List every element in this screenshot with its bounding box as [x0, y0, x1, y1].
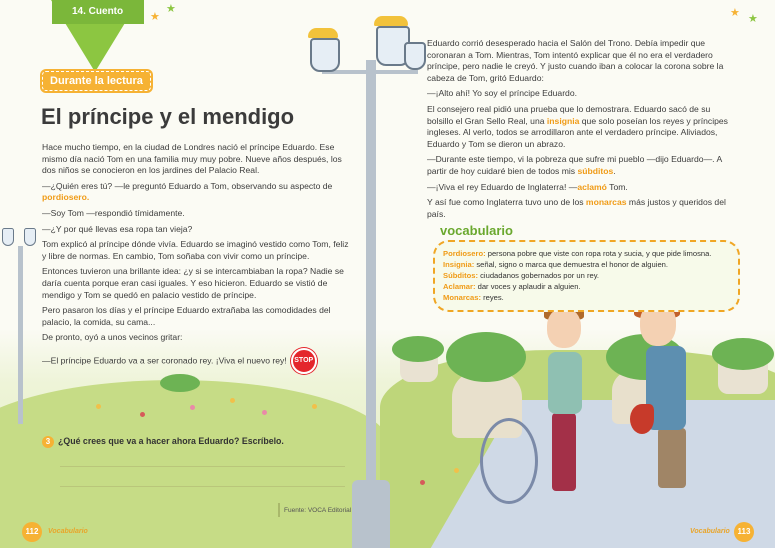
section-label: Durante la lectura	[42, 71, 151, 91]
star-icon: ★	[730, 7, 740, 19]
lamp-cap-2	[374, 16, 408, 26]
lamp-arm	[322, 70, 418, 74]
vocab-item: Monarcas: reyes.	[443, 293, 504, 302]
hedge-2	[392, 336, 444, 362]
boy-head	[547, 308, 581, 348]
highlighted-word: pordiosero.	[42, 192, 90, 203]
paragraph: Tom explicó al príncipe dónde vivía. Eduardo se imaginó vestido como Tom, feliz y libre de normas. En cambio, Tom soñaba con vivir como un príncipe.	[42, 239, 349, 261]
flower	[230, 398, 235, 403]
vocab-box	[433, 240, 740, 312]
lamp-post-large	[366, 60, 376, 500]
star-icon: ★	[166, 3, 176, 15]
answer-line[interactable]	[60, 486, 345, 487]
page-title: El príncipe y el mendigo	[41, 104, 295, 129]
paragraph: —Soy Tom —respondió tímidamente.	[42, 207, 185, 218]
answer-line[interactable]	[60, 466, 345, 467]
paragraph: El consejero real pidió una prueba que lo demostrara. Eduardo sacó de su bolsillo el Gran Sello Real, una insignia que solo poseían los reyes y príncipes ingleses. Al verlo, todos se arrodillaron ante el verdadero príncipe. Aliviados, Eduardo y Tom se dieron un abrazo.	[427, 103, 728, 149]
vocab-item: Insignia: señal, signo o marca que demuestra el honor de alguien.	[443, 260, 668, 269]
page-number-right: 113	[734, 522, 754, 542]
paragraph: —Durante este tiempo, vi la pobreza que sufre mi pueblo —dijo Eduardo—. A partir de hoy cuidaré bien de todos mis súbditos.	[427, 154, 722, 176]
question-number: 3	[42, 436, 54, 448]
flower	[140, 412, 145, 417]
red-hat	[630, 404, 654, 434]
paragraph: —¡Viva el rey Eduardo de Inglaterra! —aclamó Tom.	[427, 181, 628, 192]
lamp-post-small	[18, 246, 23, 424]
stop-sign-icon: STOP	[291, 348, 317, 374]
vocab-item: Súbditos: ciudadanos gobernados por un rey.	[443, 271, 600, 280]
lamp-small-left	[2, 228, 14, 246]
vocab-item: Aclamar: dar voces y aplaudir a alguien.	[443, 282, 581, 291]
boy-legs	[552, 413, 576, 491]
brand-right: Vocabulario	[690, 528, 730, 535]
highlighted-word: súbditos	[577, 165, 614, 176]
source-divider	[278, 503, 280, 517]
flower	[420, 480, 425, 485]
paragraph: Entonces tuvieron una brillante idea: ¿y si se intercambiaban la ropa? Nadie se daría cuenta porque eran casi iguales. Y eso hicieron. Eduardo se vistió de mendigo y Tom se quedó en palacio vestido de príncipe.	[42, 266, 344, 300]
highlighted-word: monarcas	[585, 197, 627, 208]
story-column-left	[42, 142, 355, 378]
paragraph: Y así fue como Inglaterra tuvo uno de los monarcas más justos y queridos del país.	[427, 197, 726, 219]
hedge-1	[446, 332, 526, 382]
question	[42, 436, 342, 448]
star-icon: ★	[748, 13, 758, 25]
flower	[312, 404, 317, 409]
lamp-post-base	[352, 480, 390, 548]
flower	[262, 410, 267, 415]
hedge-4	[712, 338, 774, 370]
paragraph: —El príncipe Eduardo va a ser coronado rey. ¡Viva el nuevo rey! STOP	[42, 348, 355, 374]
flower	[96, 404, 101, 409]
lawn-left	[0, 380, 390, 548]
chapter-tab: 14. Cuento	[52, 0, 144, 24]
paragraph: Hace mucho tiempo, en la ciudad de Londres nació el príncipe Eduardo. Ese mismo día nació Tom en una familia muy muy pobre. Nueve años después, los dos niños se conocieron en los jardines del Palacio Real.	[42, 142, 342, 176]
flower	[454, 468, 459, 473]
hoop	[480, 418, 538, 504]
vocab-item: Pordiosero: persona pobre que viste con ropa rota y sucia, y que pide limosna.	[443, 249, 712, 258]
paragraph: —¿Quién eres tú? —le preguntó Eduardo a Tom, observando su aspecto de pordiosero.	[42, 180, 333, 203]
boy-body	[548, 352, 582, 414]
star-icon: ★	[150, 11, 160, 23]
paragraph: De pronto, oyó a unos vecinos gritar:	[42, 332, 183, 343]
lamp-globe-3	[404, 42, 426, 70]
page-number-left: 112	[22, 522, 42, 542]
vocab-title: vocabulario	[440, 223, 513, 238]
question-text: ¿Qué crees que va a hacer ahora Eduardo? Escríbelo.	[58, 436, 284, 446]
paragraph: Pero pasaron los días y el príncipe Eduardo extrañaba las comodidades del palacio, la comida, su cama...	[42, 305, 331, 327]
beggar-legs	[658, 428, 686, 488]
paragraph: Eduardo corrió desesperado hacia el Salón del Trono. Debía impedir que coronaran a Tom. Mientras, Tom intentó explicar que él no era el verdadero príncipe, pero nadie le creyó. Y justo cuando iban a colocar la corona sobre la cabeza de Tom, gritó Eduardo:	[427, 38, 724, 83]
paragraph: —¿Y por qué llevas esa ropa tan vieja?	[42, 223, 193, 234]
lamp-cap-1	[308, 28, 338, 38]
brand-left: Vocabulario	[48, 528, 88, 535]
lamp-globe-1	[310, 38, 340, 72]
paragraph: —¡Alto ahí! Yo soy el príncipe Eduardo.	[427, 88, 578, 99]
story-column-right	[427, 38, 732, 224]
flower	[190, 405, 195, 410]
lamp-small-right	[24, 228, 36, 246]
highlighted-word: aclamó	[577, 181, 607, 192]
source-credit: Fuente: VOCA Editorial	[284, 507, 352, 514]
highlighted-word: insignia	[546, 115, 580, 126]
